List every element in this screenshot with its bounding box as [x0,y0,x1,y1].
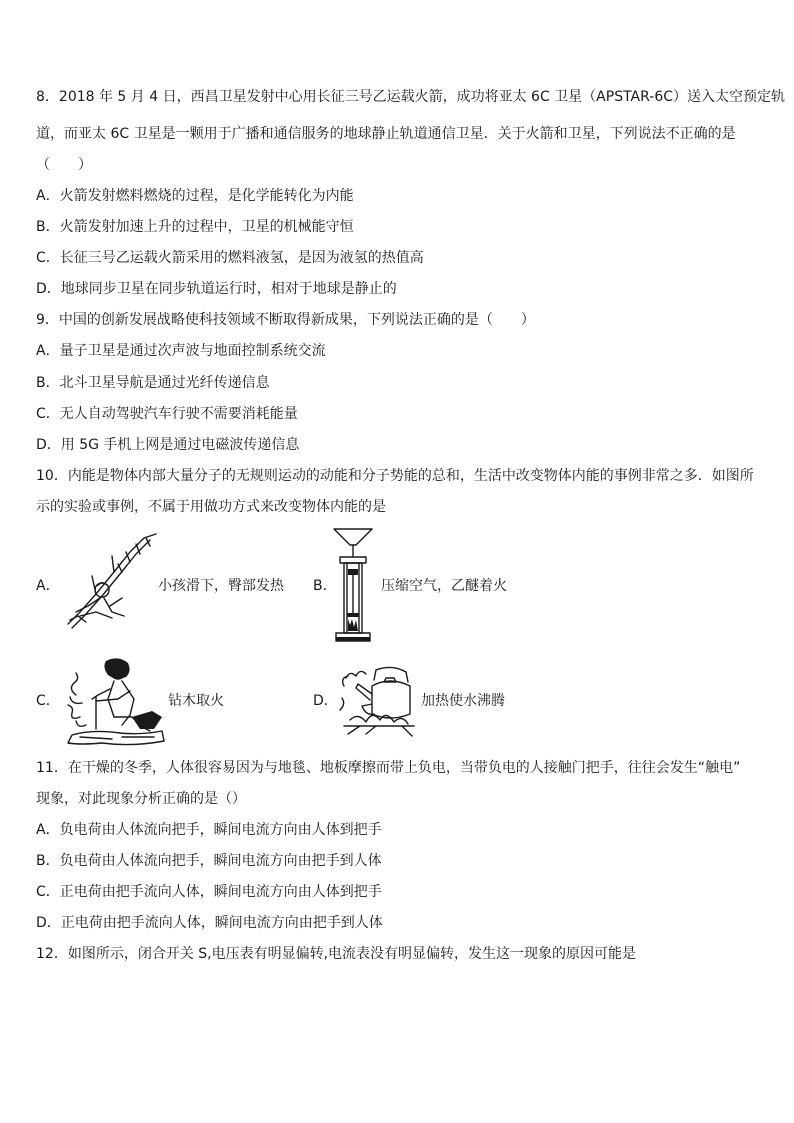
q11-stem-line2: 现象，对此现象分析正确的是（） [36,791,246,807]
slide-child-illustration [66,532,158,632]
q11-option-d: D．正电荷由把手流向人体，瞬间电流方向由把手到人体 [36,915,383,931]
q10-option-c-letter: C． [36,693,60,709]
q8-option-d: D．地球同步卫星在同步轨道运行时，相对于地球是静止的 [36,281,397,297]
q9-option-b: B．北斗卫星导航是通过光纤传递信息 [36,375,270,391]
q10-stem-line2: 示的实验或事例，不属于用做功方式来改变物体内能的是 [36,499,386,515]
q9-stem: 9．中国的创新发展战略使科技领域不断取得新成果，下列说法正确的是（ ） [36,312,535,328]
q11-option-b: B．负电荷由人体流向把手，瞬间电流方向由把手到人体 [36,853,382,869]
q10-option-a-caption: 小孩滑下，臀部发热 [158,578,284,594]
q9-option-d: D．用 5G 手机上网是通过电磁波传递信息 [36,437,300,453]
q10-option-d-caption: 加热使水沸腾 [421,693,505,709]
q8-answer-paren: （ ） [36,157,92,173]
q8-stem-line1: 8．2018 年 5 月 4 日，西昌卫星发射中心用长征三号乙运载火箭，成功将亚太 6C 卫星（APSTAR-6C）送入太空预定轨 [36,89,786,105]
q10-option-b-caption: 压缩空气，乙醚着火 [381,578,507,594]
q8-option-c: C．长征三号乙运载火箭采用的燃料液氢，是因为液氢的热值高 [36,250,424,266]
q12-stem: 12．如图所示，闭合开关 S,电压表有明显偏转,电流表没有明显偏转，发生这一现象的原因可能是 [36,946,637,962]
q11-stem-line1: 11．在干燥的冬季，人体很容易因为与地毯、地板摩擦而带上负电，当带负电的人接触门把手，往往会发生“触电” [36,760,741,776]
kettle-boiling-illustration [336,664,416,742]
q8-option-a: A．火箭发射燃料燃烧的过程，是化学能转化为内能 [36,188,354,204]
air-compression-tube-illustration [330,527,376,645]
q10-option-c-caption: 钻木取火 [168,693,224,709]
q9-option-a: A．量子卫星是通过次声波与地面控制系统交流 [36,343,326,359]
q10-option-b-letter: B． [313,578,337,594]
q9-option-c: C．无人自动驾驶汽车行驶不需要消耗能量 [36,406,298,422]
q10-option-a-letter: A． [36,578,60,594]
q8-option-b: B．火箭发射加速上升的过程中，卫星的机械能守恒 [36,219,354,235]
q11-option-c: C．正电荷由把手流向人体，瞬间电流方向由人体到把手 [36,884,382,900]
q8-stem-line2: 道，而亚太 6C 卫星是一颗用于广播和通信服务的地球静止轨道通信卫星．关于火箭和卫星，下列说法不正确的是 [36,126,736,142]
q10-stem-line1: 10．内能是物体内部大量分子的无规则运动的动能和分子势能的总和，生活中改变物体内能的事例非常之多．如图所 [36,468,754,484]
q10-option-d-letter: D． [313,693,338,709]
drilling-wood-fire-illustration [62,655,168,747]
q11-option-a: A．负电荷由人体流向把手，瞬间电流方向由人体到把手 [36,822,382,838]
